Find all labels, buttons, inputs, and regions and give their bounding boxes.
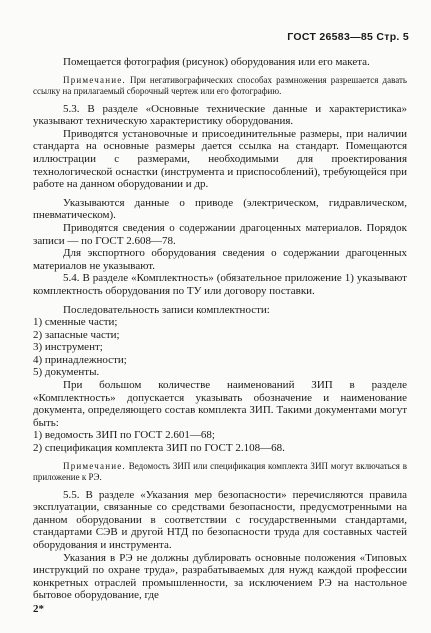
list-item: 1) ведомость ЗИП по ГОСТ 2.601—68; [33, 429, 215, 442]
paragraph-5-5: 5.5. В разделе «Указания мер безопасности» перечисляются правила эксплуатации, связанные со средствами безопасности, предусмотренными на данном оборудовании в соответствии с государственными стандартами, стандартами СЭВ и другой НТД по безопасности труда для составных частей оборудования и инструмента. [33, 488, 407, 551]
list-item: 3) инструмент; [33, 341, 103, 354]
list-item: 5) документы. [33, 366, 100, 379]
paragraph-export: Для экспортного оборудования сведения о содержании драгоценных материалов не указывают. [33, 247, 407, 272]
paragraph-photo: Помещается фотография (рисунок) оборудования или его макета. [63, 56, 370, 68]
list-item: 2) спецификация комплекта ЗИП по ГОСТ 2.108—68. [33, 442, 285, 455]
paragraph-5-4: 5.4. В разделе «Комплектность» (обязательное приложение 1) указывают комплектность оборудования по ТУ или договору поставки. [33, 272, 407, 297]
paragraph-zip: При большом количестве наименований ЗИП в разделе «Комплектность» допускается указывать обозначение и наименование документа, определяющего состав комплекта ЗИП. Такими документами могут быть: [33, 379, 407, 429]
note-zip [33, 461, 407, 483]
paragraph-drive: Указываются данные о приводе (электрическом, гидравлическом, пневматическом). [33, 196, 407, 222]
paragraph-5-3: 5.3. В разделе «Основные технические данные и характеристика» указывают техническую характеристику оборудования. [33, 102, 407, 128]
note-photo [33, 75, 407, 97]
note-lead: Примечание. [63, 460, 126, 471]
page-content [33, 56, 407, 602]
list-item: 1) сменные части; [33, 316, 118, 329]
zip-documents-list [33, 429, 407, 454]
paragraph-sequence: Последовательность записи комплектности: [63, 303, 270, 316]
paragraph-precious-materials: Приводятся сведения о содержании драгоценных материалов. Порядок записи — по ГОСТ 2.608—78. [33, 221, 407, 247]
note-text: Ведомость ЗИП или спецификация комплекта ЗИП могут включаться в приложение к РЭ. [33, 460, 407, 482]
page-header: ГОСТ 26583—85 Стр. 5 [287, 31, 409, 43]
page-footer-mark: 2* [33, 603, 44, 615]
note-text: При негативографических способах размножения разрешается давать ссылку на прилагаемый сборочный чертеж или его фотографию. [33, 74, 407, 96]
note-lead: Примечание. [63, 74, 126, 85]
completeness-list [33, 316, 407, 379]
paragraph-dimensions: Приводятся установочные и присоединительные размеры, при наличии стандарта на основные размеры дается ссылка на стандарт. Помещаются иллюстрации с размерами, необходимыми для проектирования технологической оснастки (инструмента и приспособлений), требующейся при работе на данном оборудовании и др. [33, 127, 407, 191]
paragraph-instructions: Указания в РЭ не должны дублировать основные положения «Типовых инструкций по охране труда», разрабатываемых для нужд каждой профессии конкретных отраслей промышленности, за исключением РЭ на настольное бытовое оборудование, где [33, 551, 407, 602]
list-item: 2) запасные части; [33, 328, 120, 341]
list-item: 4) принадлежности; [33, 353, 127, 366]
